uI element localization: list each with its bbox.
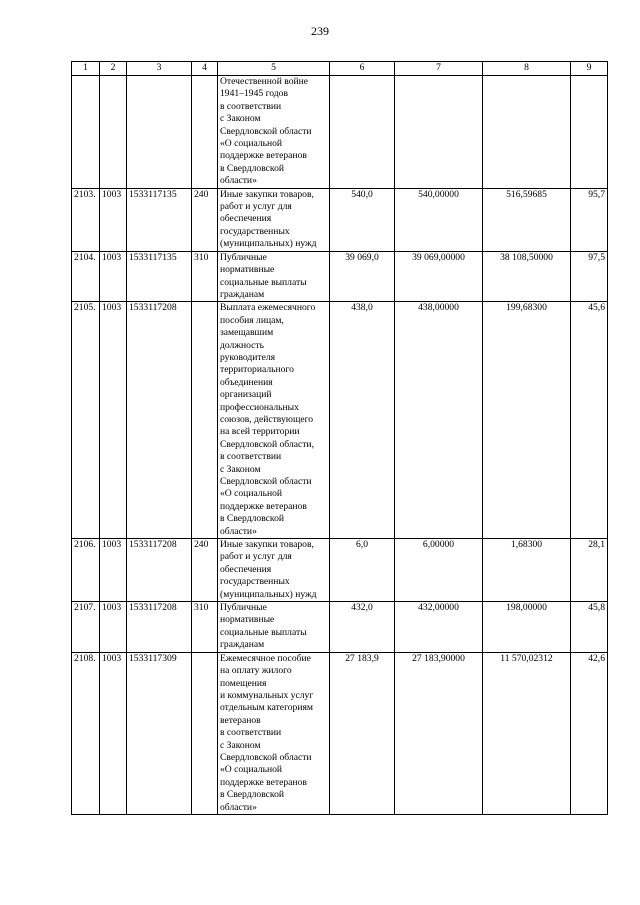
header-cell: 9 bbox=[571, 62, 608, 76]
refined-amount: 27 183,90000 bbox=[395, 652, 483, 814]
expense-type-code: 310 bbox=[192, 602, 218, 653]
header-cell: 2 bbox=[100, 62, 127, 76]
expense-name: Ежемесячное пособие на оплату жилого помещения и коммунальных услуг отдельным категориям ветеранов в соответствии с Законом Свердловской области «О социальной поддержке ветеранов в Свердловской области» bbox=[218, 652, 330, 814]
target-code: 1533117309 bbox=[127, 652, 192, 814]
target-code: 1533117208 bbox=[127, 602, 192, 653]
expense-type-code: 240 bbox=[192, 539, 218, 602]
header-cell: 1 bbox=[72, 62, 100, 76]
approved-amount: 27 183,9 bbox=[330, 652, 395, 814]
approved-amount: 39 069,0 bbox=[330, 251, 395, 302]
refined-amount: 438,00000 bbox=[395, 302, 483, 539]
row-number: 2108. bbox=[72, 652, 100, 814]
refined-amount: 432,00000 bbox=[395, 602, 483, 653]
expense-type-code bbox=[192, 76, 218, 189]
approved-amount: 438,0 bbox=[330, 302, 395, 539]
refined-amount: 540,00000 bbox=[395, 188, 483, 251]
row-number: 2107. bbox=[72, 602, 100, 653]
executed-amount bbox=[483, 76, 571, 189]
executed-amount: 1,68300 bbox=[483, 539, 571, 602]
expense-name: Публичные нормативные социальные выплаты гражданам bbox=[218, 251, 330, 302]
execution-percent: 95,7 bbox=[571, 188, 608, 251]
section-code: 1003 bbox=[100, 188, 127, 251]
refined-amount: 6,00000 bbox=[395, 539, 483, 602]
table-row bbox=[72, 76, 608, 189]
section-code: 1003 bbox=[100, 251, 127, 302]
section-code: 1003 bbox=[100, 539, 127, 602]
approved-amount: 540,0 bbox=[330, 188, 395, 251]
target-code: 1533117135 bbox=[127, 188, 192, 251]
table-row bbox=[72, 188, 608, 251]
expense-type-code: 310 bbox=[192, 251, 218, 302]
target-code bbox=[127, 76, 192, 189]
expense-name: Иные закупки товаров, работ и услуг для обеспечения государственных (муниципальных) нужд bbox=[218, 539, 330, 602]
approved-amount: 6,0 bbox=[330, 539, 395, 602]
execution-percent bbox=[571, 76, 608, 189]
header-row bbox=[72, 62, 608, 76]
expense-type-code: 240 bbox=[192, 188, 218, 251]
executed-amount: 11 570,02312 bbox=[483, 652, 571, 814]
header-cell: 6 bbox=[330, 62, 395, 76]
target-code: 1533117208 bbox=[127, 302, 192, 539]
header-cell: 5 bbox=[218, 62, 330, 76]
budget-table bbox=[71, 61, 608, 815]
target-code: 1533117135 bbox=[127, 251, 192, 302]
expense-name: Выплата ежемесячного пособия лицам, замещавшим должность руководителя территориального объединения организаций профессиональных союзов, действующего на всей территории Свердловской области, в соответствии с Законом Свердловской области «О социальной поддержке ветеранов в Свердловской области» bbox=[218, 302, 330, 539]
row-number: 2104. bbox=[72, 251, 100, 302]
section-code bbox=[100, 76, 127, 189]
row-number: 2106. bbox=[72, 539, 100, 602]
table-row bbox=[72, 251, 608, 302]
approved-amount bbox=[330, 76, 395, 189]
expense-type-code bbox=[192, 302, 218, 539]
execution-percent: 28,1 bbox=[571, 539, 608, 602]
table-row bbox=[72, 302, 608, 539]
execution-percent: 42,6 bbox=[571, 652, 608, 814]
section-code: 1003 bbox=[100, 652, 127, 814]
table-row bbox=[72, 602, 608, 653]
header-cell: 4 bbox=[192, 62, 218, 76]
executed-amount: 199,68300 bbox=[483, 302, 571, 539]
table-row bbox=[72, 652, 608, 814]
row-number: 2103. bbox=[72, 188, 100, 251]
expense-name: Иные закупки товаров, работ и услуг для обеспечения государственных (муниципальных) нужд bbox=[218, 188, 330, 251]
header-cell: 7 bbox=[395, 62, 483, 76]
refined-amount: 39 069,00000 bbox=[395, 251, 483, 302]
execution-percent: 45,6 bbox=[571, 302, 608, 539]
approved-amount: 432,0 bbox=[330, 602, 395, 653]
page-number: 239 bbox=[311, 24, 329, 38]
table-row bbox=[72, 539, 608, 602]
execution-percent: 45,8 bbox=[571, 602, 608, 653]
section-code: 1003 bbox=[100, 302, 127, 539]
target-code: 1533117208 bbox=[127, 539, 192, 602]
expense-name: Отечественной войне 1941–1945 годов в соответствии с Законом Свердловской области «О социальной поддержке ветеранов в Свердловской области» bbox=[218, 76, 330, 189]
executed-amount: 38 108,50000 bbox=[483, 251, 571, 302]
row-number bbox=[72, 76, 100, 189]
expense-name: Публичные нормативные социальные выплаты гражданам bbox=[218, 602, 330, 653]
row-number: 2105. bbox=[72, 302, 100, 539]
executed-amount: 198,00000 bbox=[483, 602, 571, 653]
execution-percent: 97,5 bbox=[571, 251, 608, 302]
header-cell: 8 bbox=[483, 62, 571, 76]
executed-amount: 516,59685 bbox=[483, 188, 571, 251]
header-cell: 3 bbox=[127, 62, 192, 76]
section-code: 1003 bbox=[100, 602, 127, 653]
refined-amount bbox=[395, 76, 483, 189]
expense-type-code bbox=[192, 652, 218, 814]
